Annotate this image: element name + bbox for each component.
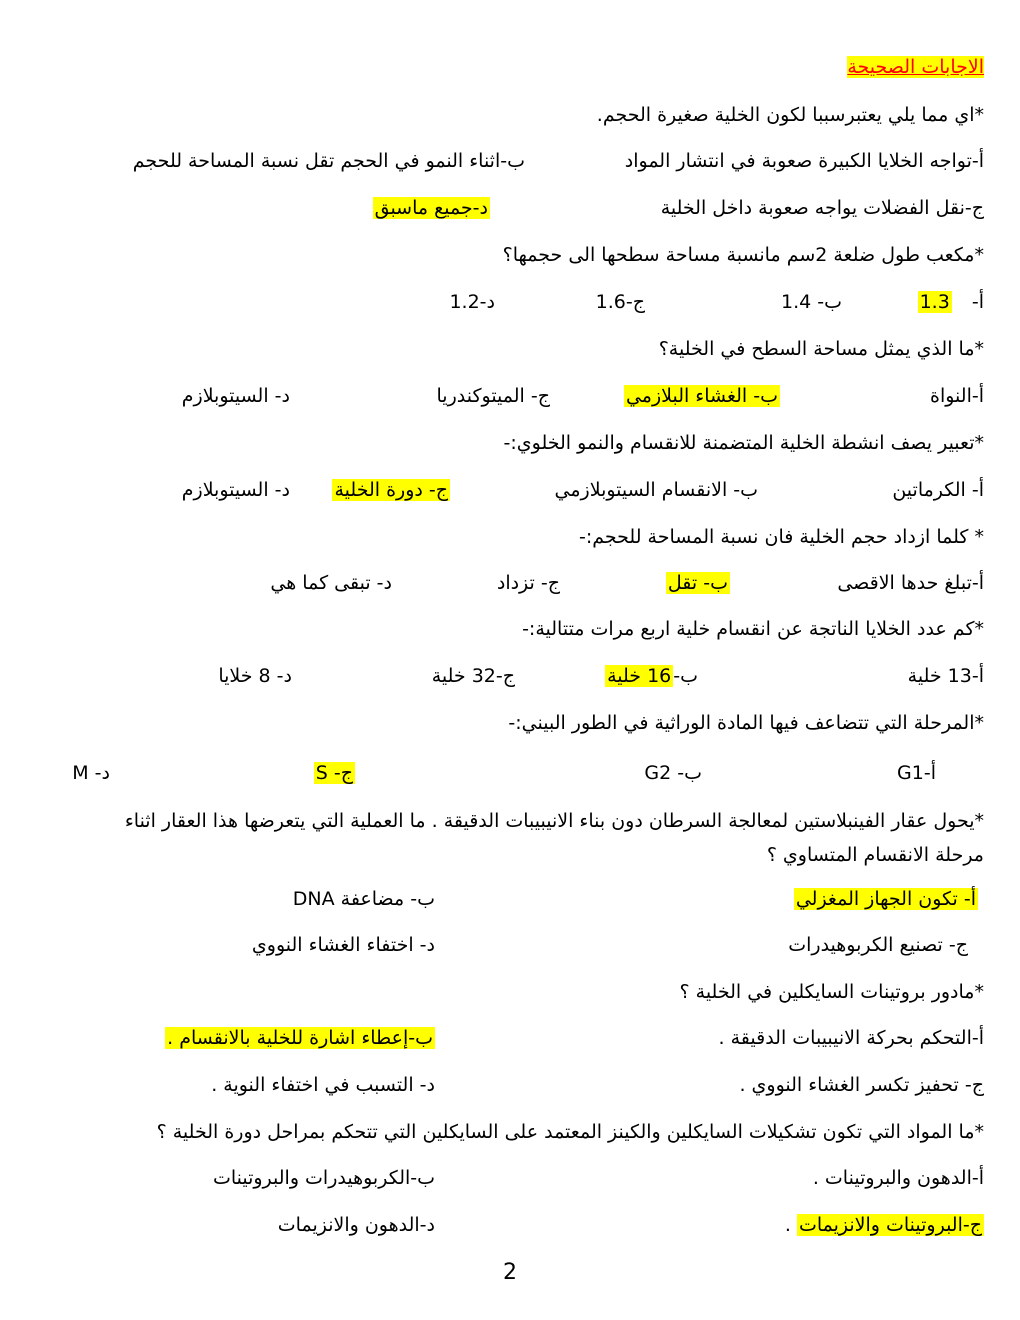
q1-option-d bbox=[373, 193, 490, 223]
q8-option-c: ج- تصنيع الكربوهيدرات bbox=[788, 934, 968, 956]
q1-option-b: ب-اثناء النمو في الحجم تقل نسبة المساحة للحجم bbox=[132, 150, 525, 172]
q2-option-b: ب- 1.4 bbox=[780, 291, 842, 313]
q7-option-d: د- M bbox=[72, 762, 110, 784]
q3-correct-answer: ب- الغشاء البلازمي bbox=[625, 385, 778, 407]
q1-option-c: ج-نقل الفضلات يواجه صعوبة داخل الخلية bbox=[660, 197, 984, 219]
q4-option-a: أ- الكرماتين bbox=[892, 479, 984, 501]
question-5: * كلما ازداد حجم الخلية فان نسبة المساحة للحجم:- bbox=[579, 526, 984, 548]
question-9: *مادور بروتينات السايكلين في الخلية ؟ bbox=[679, 981, 984, 1003]
question-8: *يحول عقار الفينبلاستين لمعالجة السرطان دون بناء الانيبيبات الدقيقة . ما العملية التي يتعرضها هذا العقار اثناء مرحلة الانقسام المتساوي ؟ bbox=[124, 810, 984, 866]
q8-option-d: د- اختفاء الغشاء النووي bbox=[251, 934, 435, 956]
question-6: *كم عدد الخلايا الناتجة عن انقسام خلية اربع مرات متتالية:- bbox=[522, 618, 984, 640]
q7-option-c bbox=[314, 758, 355, 788]
q4-option-d: د- السيتوبلازم bbox=[181, 479, 290, 501]
question-7: *المرحلة التي تتضاعف فيها المادة الوراثية في الطور البيني:- bbox=[508, 712, 984, 734]
page-number: 2 bbox=[503, 1260, 517, 1285]
q9-option-c: ج- تحفيز تكسر الغشاء النووي . bbox=[739, 1074, 984, 1096]
q7-option-b: ب- G2 bbox=[644, 762, 702, 784]
q9-option-d: د- التسبب في اختفاء النوية . bbox=[211, 1074, 435, 1096]
q4-option-b: ب- الانقسام السيتوبلازمي bbox=[554, 479, 758, 501]
q5-correct-answer: ب- تقل bbox=[667, 572, 728, 594]
q2-option-a-prefix: أ- bbox=[971, 291, 984, 313]
q6-correct-answer: 16 خلية bbox=[607, 665, 672, 687]
q4-correct-answer: ج- دورة الخلية bbox=[334, 479, 448, 501]
title-text: الاجابات الصحيحة bbox=[847, 56, 984, 78]
q10-correct-answer: ج-البروتينات والانزيمات bbox=[798, 1214, 982, 1236]
q5-option-d: د- تبقى كما هي bbox=[270, 572, 392, 594]
q8-option-a bbox=[794, 884, 978, 914]
q6-option-b bbox=[605, 661, 698, 691]
q3-option-c: ج- الميتوكندريا bbox=[436, 385, 550, 407]
q10-option-b: ب-الكربوهيدرات والبروتينات bbox=[212, 1167, 435, 1189]
q8-correct-answer: أ- تكون الجهاز المغزلي bbox=[795, 888, 976, 910]
q5-option-b bbox=[666, 568, 730, 598]
q2-correct-answer: 1.3 bbox=[919, 291, 950, 313]
q9-correct-answer: ب-إعطاء اشارة للخلية بالانقسام . bbox=[167, 1027, 433, 1049]
q7-option-a: أ-G1 bbox=[897, 762, 936, 784]
q6-option-c: ج-32 خلية bbox=[431, 665, 515, 687]
q5-option-c: ج- تزداد bbox=[496, 572, 560, 594]
q8-option-b: ب- مضاعفة DNA bbox=[292, 888, 435, 910]
q3-option-b bbox=[624, 381, 780, 411]
page-title bbox=[847, 52, 984, 82]
q5-option-a: أ-تبلغ حدها الاقصى bbox=[837, 572, 984, 594]
q6-option-b-prefix: ب- bbox=[673, 665, 698, 687]
q7-correct-answer: ج- S bbox=[315, 762, 353, 784]
question-3: *ما الذي يمثل مساحة السطح في الخلية؟ bbox=[658, 338, 984, 360]
q10-option-c bbox=[785, 1210, 984, 1240]
question-1: *اي مما يلي يعتبرسببا لكون الخلية صغيرة الحجم. bbox=[596, 104, 984, 126]
q6-option-a: أ-13 خلية bbox=[907, 665, 984, 687]
q10-option-a: أ-الدهون والبروتينات . bbox=[812, 1167, 984, 1189]
q2-option-c: ج-1.6 bbox=[595, 291, 645, 313]
q1-correct-answer: د-جميع ماسبق bbox=[374, 197, 488, 219]
question-2: *مكعب طول ضلعة 2سم مانسبة مساحة سطحها الى حجمها؟ bbox=[502, 244, 984, 266]
q9-option-b bbox=[165, 1023, 435, 1053]
q9-option-a: أ-التحكم بحركة الانيبيبات الدقيقة . bbox=[718, 1027, 984, 1049]
question-10: *ما المواد التي تكون تشكيلات السايكلين والكينز المعتمد على السايكلين التي تتحكم بمراحل دورة الخلية ؟ bbox=[156, 1121, 984, 1143]
q3-option-a: أ-النواة bbox=[930, 385, 984, 407]
question-4: *تعبير يصف انشطة الخلية المتضمنة للانقسام والنمو الخلوي:- bbox=[503, 432, 984, 454]
q6-option-d: د- 8 خلايا bbox=[218, 665, 292, 687]
q1-option-a: أ-تواجه الخلايا الكبيرة صعوبة في انتشار المواد bbox=[624, 150, 984, 172]
q10-option-c-suffix: . bbox=[784, 1214, 797, 1236]
q10-option-d: د-الدهون والانزيمات bbox=[277, 1214, 435, 1236]
q4-option-c bbox=[332, 475, 450, 505]
q2-option-a bbox=[918, 287, 984, 317]
q3-option-d: د- السيتوبلازم bbox=[181, 385, 290, 407]
q2-option-d: د-1.2 bbox=[449, 291, 495, 313]
